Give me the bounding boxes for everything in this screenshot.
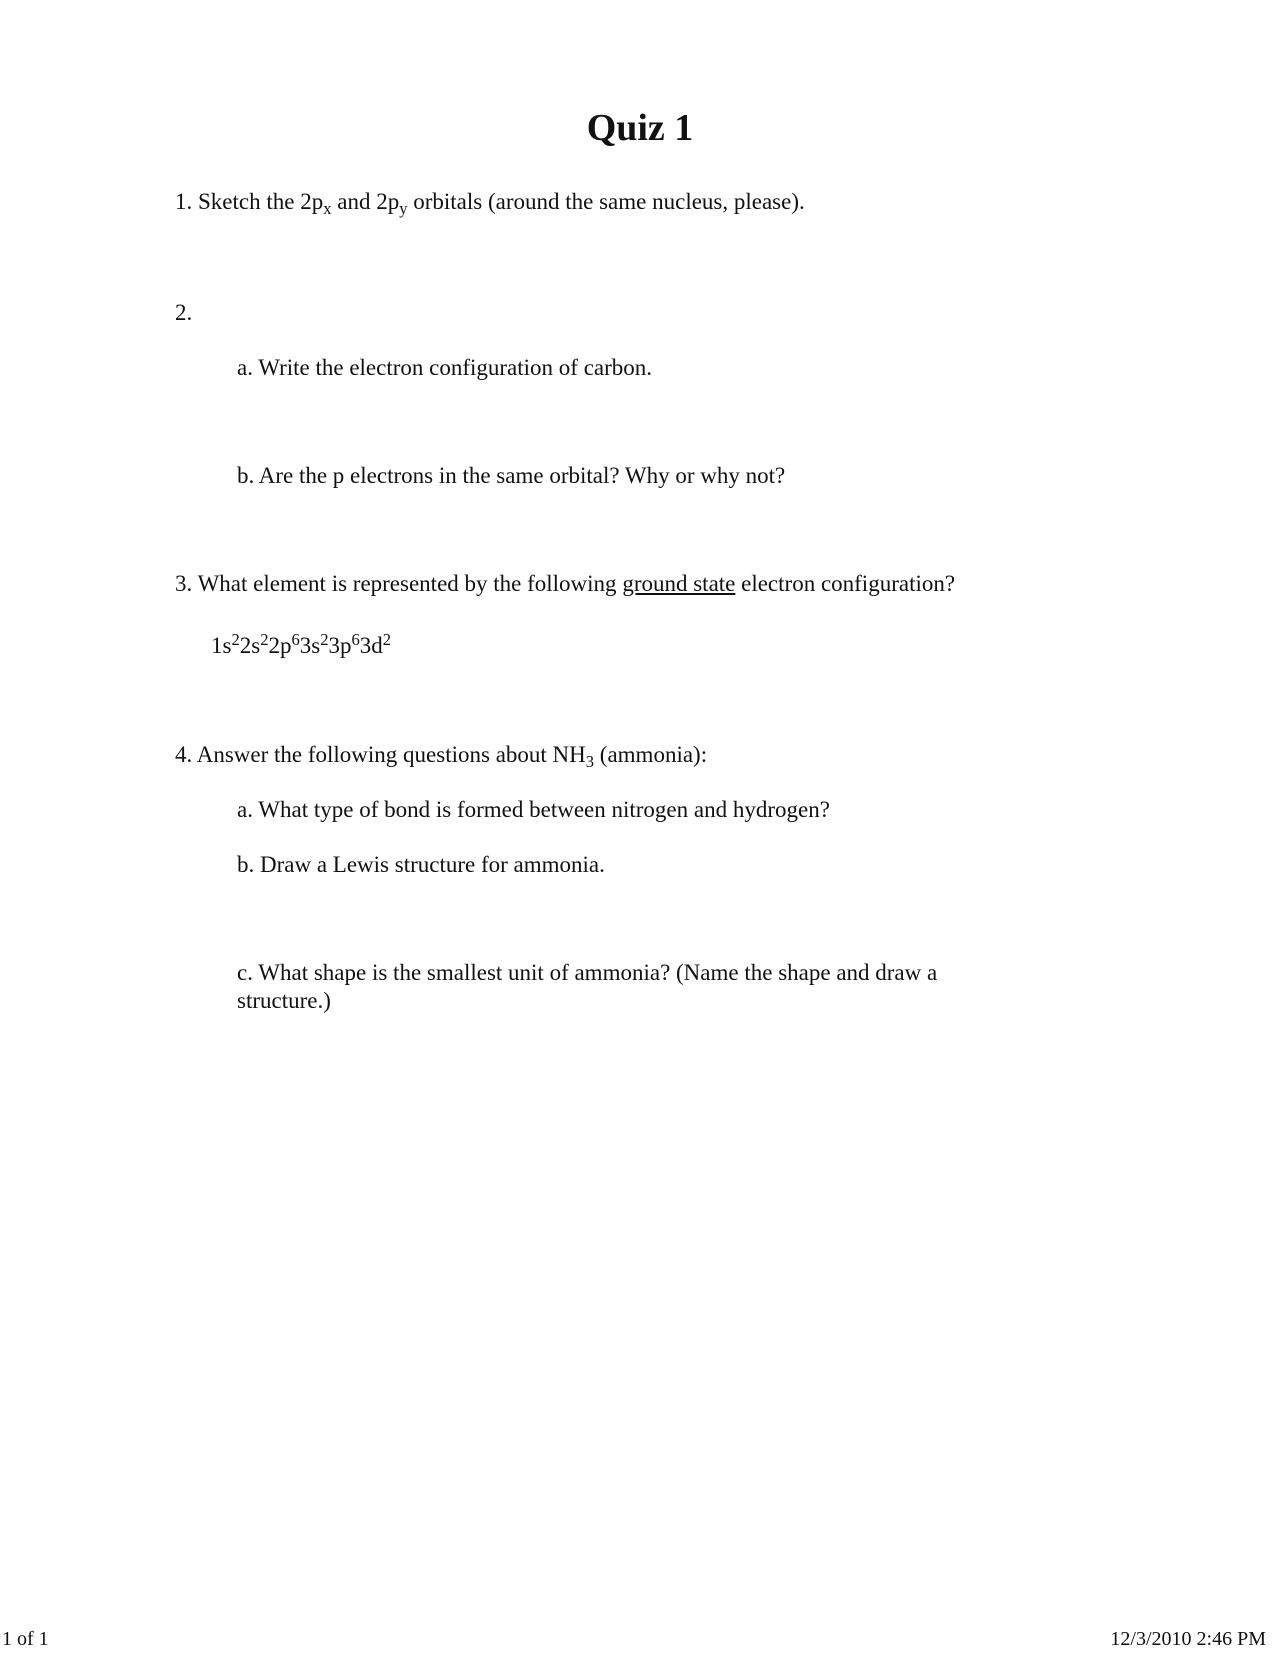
config-term: 2s bbox=[239, 633, 261, 658]
question-2b: b. Are the p electrons in the same orbital? Why or why not? bbox=[237, 463, 786, 488]
electron-configuration bbox=[211, 632, 391, 662]
config-exponent: 2 bbox=[382, 630, 392, 650]
question-4-prefix: 4. Answer the following questions about NH bbox=[175, 742, 586, 767]
config-term: 3s bbox=[299, 633, 321, 658]
question-3-underlined: ground state bbox=[622, 571, 736, 596]
page-title: Quiz 1 bbox=[586, 107, 694, 149]
question-1-suffix: orbitals (around the same nucleus, please). bbox=[407, 189, 805, 214]
question-2-number: 2. bbox=[175, 300, 193, 325]
question-1-subscript-x: x bbox=[323, 198, 332, 218]
question-4c: c. What shape is the smallest unit of ammonia? (Name the shape and draw a structure.) bbox=[237, 960, 938, 1013]
question-4b: b. Draw a Lewis structure for ammonia. bbox=[237, 852, 605, 877]
config-term: 3p bbox=[328, 633, 352, 658]
config-exponent: 6 bbox=[351, 630, 360, 650]
config-term: 2p bbox=[268, 633, 292, 658]
question-3-suffix: electron configuration? bbox=[735, 571, 956, 596]
question-2a: a. Write the electron configuration of carbon. bbox=[237, 355, 653, 380]
question-1 bbox=[175, 188, 805, 218]
question-3 bbox=[175, 570, 955, 598]
config-exponent: 6 bbox=[291, 630, 300, 650]
print-timestamp: 12/3/2010 2:46 PM bbox=[1110, 1628, 1266, 1650]
question-1-subscript-y: y bbox=[399, 198, 408, 218]
config-term: 1s bbox=[211, 633, 232, 658]
question-4 bbox=[175, 741, 707, 771]
config-exponent: 2 bbox=[231, 630, 240, 650]
question-1-mid: and 2p bbox=[331, 189, 400, 214]
question-4a: a. What type of bond is formed between nitrogen and hydrogen? bbox=[237, 797, 830, 822]
question-1-prefix: 1. Sketch the 2p bbox=[175, 189, 324, 214]
question-4-subscript: 3 bbox=[585, 751, 595, 771]
page-number: 1 of 1 bbox=[2, 1628, 49, 1650]
config-exponent: 2 bbox=[320, 630, 329, 650]
config-exponent: 2 bbox=[260, 630, 269, 650]
question-4-suffix: (ammonia): bbox=[594, 742, 708, 767]
config-term: 3d bbox=[359, 633, 383, 658]
question-3-prefix: 3. What element is represented by the following bbox=[175, 571, 623, 596]
